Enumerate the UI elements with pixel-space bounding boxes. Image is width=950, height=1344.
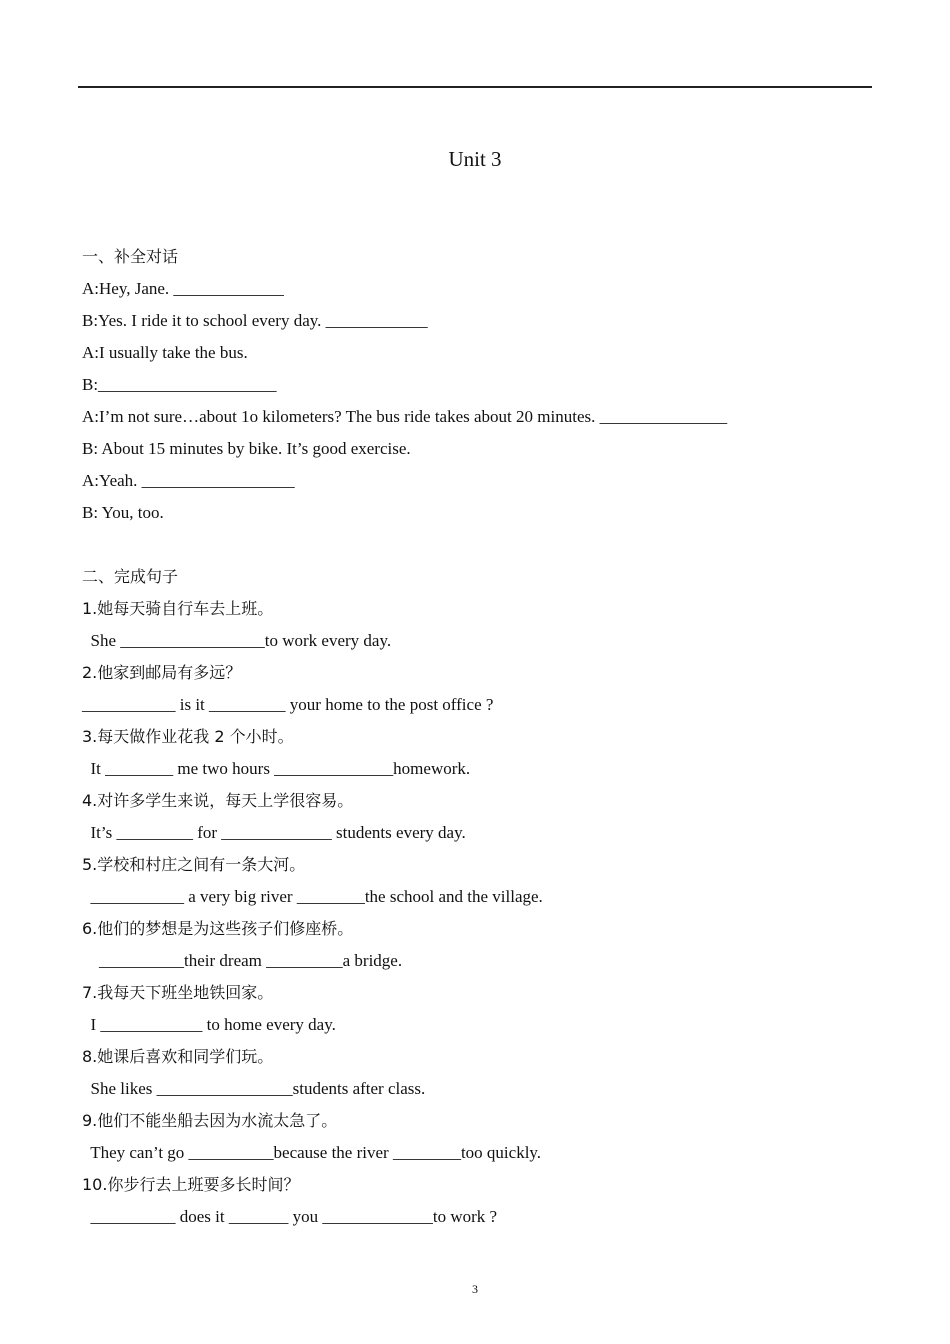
sentence-prompt: 5.学校和村庄之间有一条大河。 xyxy=(82,855,306,874)
section-spacer xyxy=(82,529,882,561)
sentence-blank: It’s _________ for _____________ students every day. xyxy=(82,823,466,842)
section-heading-sentences: 二、完成句子 xyxy=(82,567,179,586)
page-number: 3 xyxy=(472,1282,478,1296)
sentence-prompt: 2.他家到邮局有多远？ xyxy=(82,663,242,682)
sentence-prompt: 3.每天做作业花我 2 个小时。 xyxy=(82,727,294,746)
dialogue-line: B: About 15 minutes by bike. It’s good exercise. xyxy=(82,439,411,458)
sentence-prompt: 10.你步行去上班要多长时间？ xyxy=(82,1175,300,1194)
sentence-blank: She likes ________________students after class. xyxy=(82,1079,426,1098)
sentence-blank: ___________ is it _________ your home to the post office ? xyxy=(82,695,494,714)
dialogue-line: B:Yes. I ride it to school every day. ____________ xyxy=(82,311,428,330)
sentence-blank: __________ does it _______ you _____________to work ? xyxy=(82,1207,498,1226)
dialogue-line: A:I’m not sure…about 1o kilometers? The bus ride takes about 20 minutes. _______________ xyxy=(82,407,728,426)
dialogue-line: B:_____________________ xyxy=(82,375,277,394)
sentence-blank: They can’t go __________because the river ________too quickly. xyxy=(82,1143,542,1162)
sentence-blank: ___________ a very big river ________the school and the village. xyxy=(82,887,543,906)
page-title: Unit 3 xyxy=(448,147,502,171)
sentence-blank: __________their dream _________a bridge. xyxy=(82,951,403,970)
worksheet-body xyxy=(82,241,882,1233)
sentence-prompt: 7.我每天下班坐地铁回家。 xyxy=(82,983,274,1002)
sentence-prompt: 8.她课后喜欢和同学们玩。 xyxy=(82,1047,274,1066)
dialogue-line: A:Yeah. __________________ xyxy=(82,471,295,490)
sentence-prompt: 9.他们不能坐船去因为水流太急了。 xyxy=(82,1111,338,1130)
sentence-prompt: 4.对许多学生来说，每天上学很容易。 xyxy=(82,791,354,810)
sentence-prompt: 6.他们的梦想是为这些孩子们修座桥。 xyxy=(82,919,354,938)
dialogue-line: A:Hey, Jane. _____________ xyxy=(82,279,284,298)
sentence-blank: She _________________to work every day. xyxy=(82,631,392,650)
section-heading-dialogue: 一、补全对话 xyxy=(82,247,179,266)
dialogue-line: B: You, too. xyxy=(82,503,164,522)
header-rule xyxy=(78,86,872,88)
sentence-blank: I ____________ to home every day. xyxy=(82,1015,336,1034)
sentence-blank: It ________ me two hours ______________homework. xyxy=(82,759,471,778)
sentence-prompt: 1.她每天骑自行车去上班。 xyxy=(82,599,274,618)
dialogue-line: A:I usually take the bus. xyxy=(82,343,248,362)
